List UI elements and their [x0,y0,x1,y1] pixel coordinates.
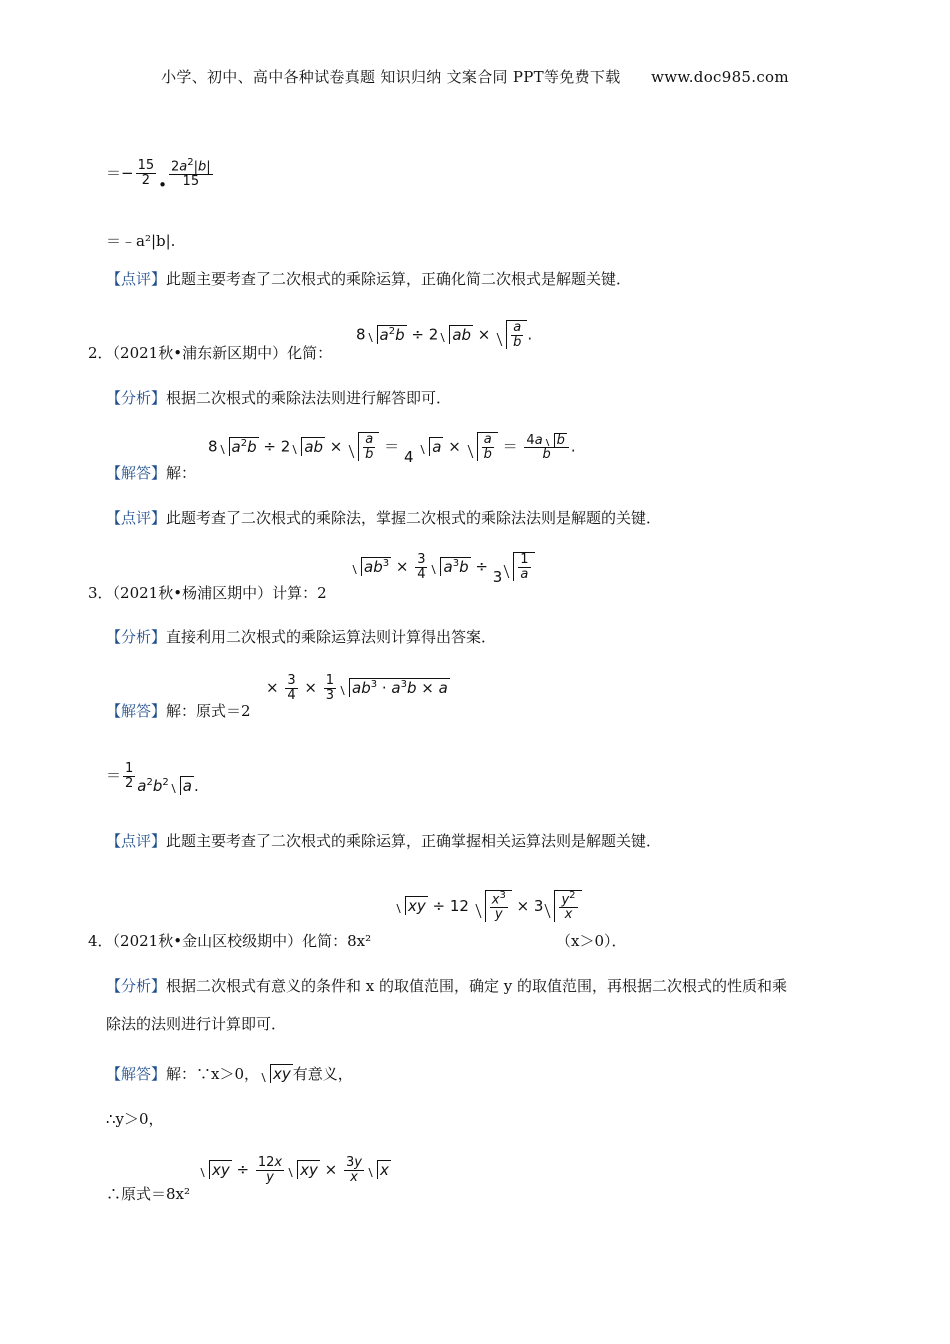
answer-2-expression: 8 $a^2b \div 2$ ab × $\frac{a}{b}$ ＝ 4 a × $\frac{a}{b}$ ＝ $\frac{\text{4a b}}{b}$ . [208,432,576,466]
answer-prefix: 解： [166,464,197,482]
problem-4-condition: （x＞0）． [556,932,627,950]
answer-2 [106,462,196,483]
analysis-2 [106,387,451,408]
comment-3 [106,830,661,851]
comment-2 [106,507,661,528]
therefore-2-expression: xy ÷ $\frac{12x}{y}$ xy × $\frac{3y}{x}$ x [198,1156,391,1184]
answer-prefix: 解：原式＝2 [166,702,251,720]
answer-tag: 【解答】 [106,1065,167,1083]
answer-3 [106,700,251,721]
analysis-4 [106,975,787,996]
problem-3-expression: $ab^3$ × $\frac{3}{4}$ $a^3b \div 3$ $\frac{1}{a}$ [350,552,535,581]
analysis-3 [106,626,496,647]
comment-tag: 【点评】 [106,509,167,527]
answer-4: 【解答】解：∵x＞0， xy 有意义， [106,1065,353,1083]
therefore-1: ∴y＞0， [106,1110,164,1128]
analysis-tag: 【分析】 [106,389,167,407]
comment-text: 此题主要考查了二次根式的乘除运算，正确掌握相关运算法则是解题关键． [166,832,662,850]
comment-1 [106,268,631,289]
analysis-text: 根据二次根式的乘除法法则进行解答即可． [166,389,452,407]
analysis-4-cont: 除法的法则进行计算即可． [106,1015,287,1033]
analysis-text: 直接利用二次根式的乘除运算法则计算得出答案． [166,628,497,646]
problem-4-stem: 4．（2021秋•金山区校级期中）化简：8x² [88,932,372,950]
answer-3-result: ＝ $\frac{1}{2}$ $a^2b^2$ a . [106,761,199,795]
equation-line-1: ＝− $\frac{15}{2}$ • $\frac{2a^2|b|}{15}$ [106,157,211,194]
comment-text: 此题主要考查了二次根式的乘除运算，正确化简二次根式是解题关键． [166,270,632,288]
problem-2-label: 2．（2021秋•浦东新区期中）化简： [88,344,333,362]
problem-4-expression: xy ÷ 12 $\frac{x^3}{y}$ × 3 $\frac{y^2}{x}$ [394,890,582,922]
problem-2-expression: 8 $a^2b \div 2$ ab × $\frac{a}{b}$ . [356,320,533,350]
comment-tag: 【点评】 [106,832,167,850]
comment-text: 此题考查了二次根式的乘除法，掌握二次根式的乘除法法则是解题的关键． [166,509,662,527]
equation-line-2: ＝﹣a²|b|. [106,232,176,250]
problem-3-stem: 3．（2021秋•杨浦区期中）计算：2 [88,584,327,602]
page-header: 小学、初中、高中各种试卷真题 知识归纳 文案合同 PPT等免费下载 www.doc985.com [161,68,789,86]
analysis-text: 根据二次根式有意义的条件和 x 的取值范围，确定 y 的取值范围，再根据二次根式的性质和乘 [166,977,788,995]
answer-tag: 【解答】 [106,464,167,482]
answer-tag: 【解答】 [106,702,167,720]
answer-3-expression: × $\frac{3}{4}$ × $\frac{1}{3}$ $ab^3 \cdot a^3b \times a$ [266,673,448,703]
answer-prefix: 解：∵x＞0， [166,1065,260,1083]
analysis-tag: 【分析】 [106,628,167,646]
analysis-tag: 【分析】 [106,977,167,995]
therefore-2: ∴原式＝8x² [106,1185,191,1203]
problem-2-stem [88,342,332,363]
comment-tag: 【点评】 [106,270,167,288]
answer-suffix: 有意义， [292,1065,353,1083]
